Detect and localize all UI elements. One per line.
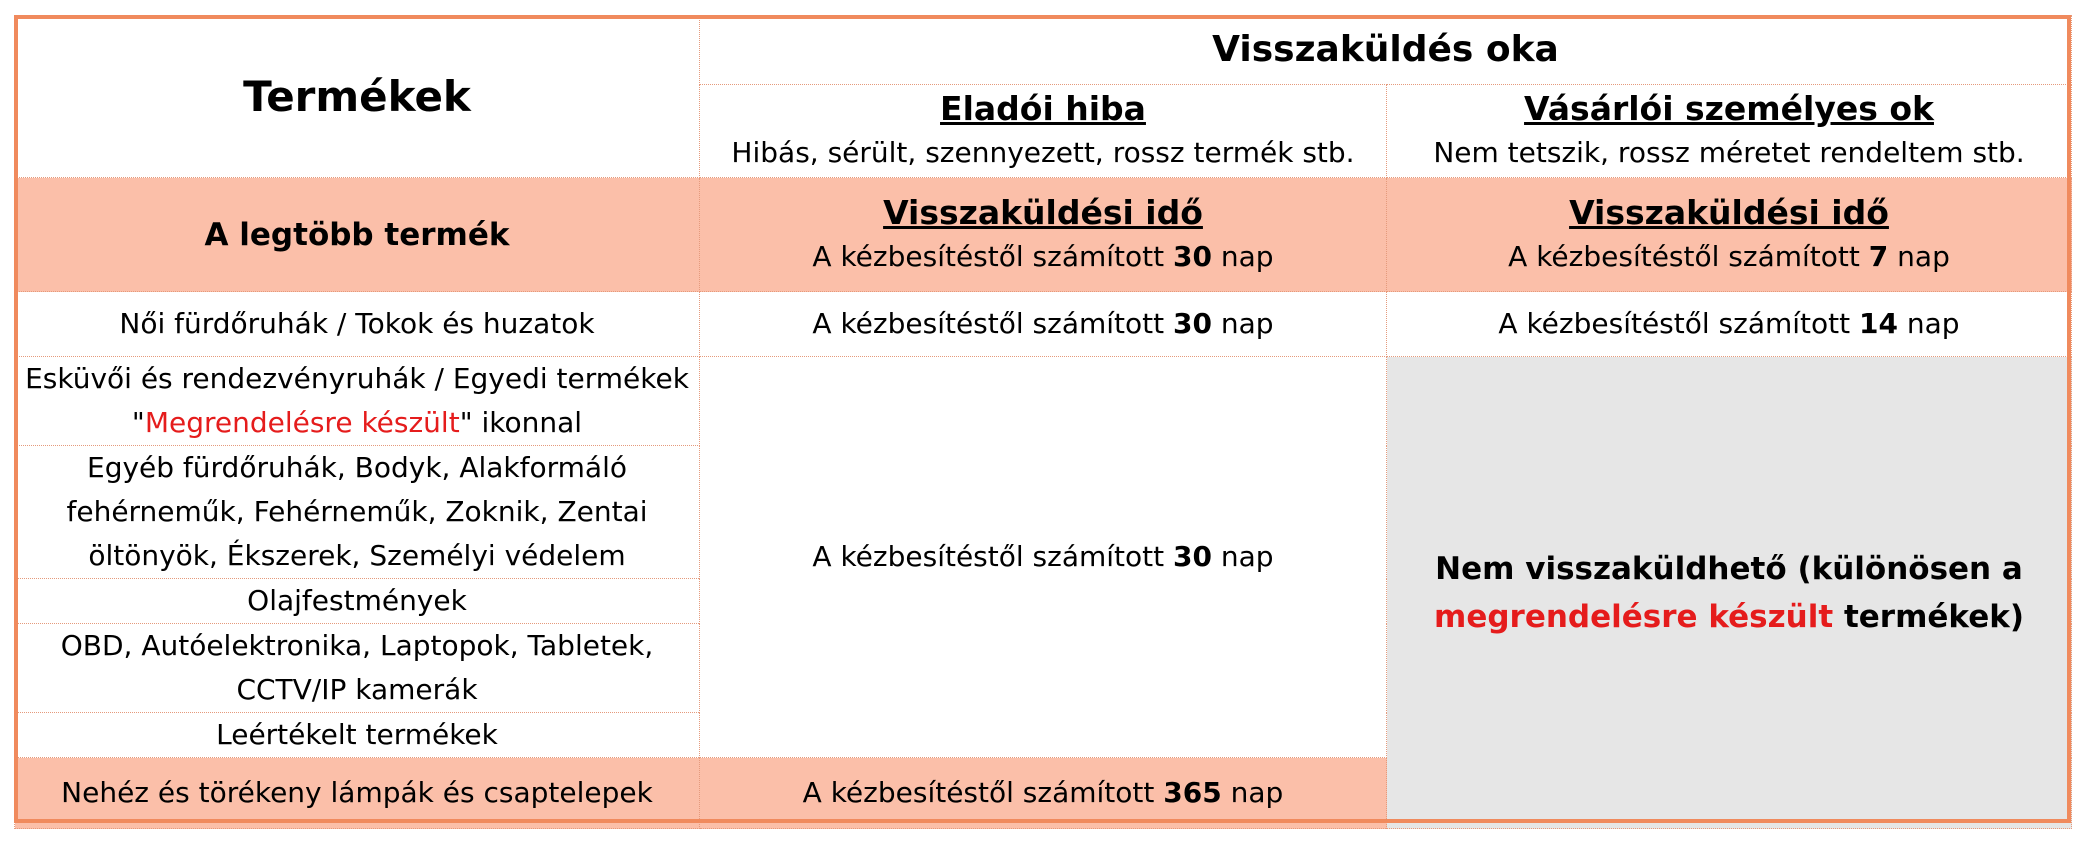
seller-fault-title: Eladói hiba	[940, 89, 1146, 128]
group-seller: A kézbesítéstől számított 30 nap	[700, 357, 1387, 758]
return-time-title: Visszaküldési idő	[883, 192, 1203, 232]
return-reason-title: Visszaküldés oka	[1212, 29, 1559, 70]
non-returnable-line1: Nem visszaküldhető (különösen a	[1435, 550, 2023, 587]
swimwear-buyer: A kézbesítéstől számított 14 nap	[1387, 292, 2072, 357]
oil-paintings-text: Olajfestmények	[247, 584, 467, 617]
return-time-value: A kézbesítéstől számított 30 nap	[812, 239, 1274, 273]
buyer-reason-desc: Nem tetszik, rossz méretet rendeltem stb.	[1433, 136, 2025, 169]
electronics-line1: OBD, Autóelektronika, Laptopok, Tabletek,	[60, 629, 654, 662]
seller-fault-desc: Hibás, sérült, szennyezett, rossz termék stb.	[731, 136, 1355, 169]
non-returnable-line2: megrendelésre készült termékek)	[1434, 598, 2024, 635]
wedding-line1: Esküvői és rendezvényruhák / Egyedi termékek	[25, 362, 689, 395]
swimwear-seller: A kézbesítéstől számított 30 nap	[700, 292, 1387, 357]
other-swimwear-line3: öltönyök, Ékszerek, Személyi védelem	[88, 539, 626, 572]
table-border	[14, 15, 2071, 823]
return-time-value: A kézbesítéstől számított 7 nap	[1508, 239, 1950, 273]
most-products-text: A legtöbb termék	[204, 216, 510, 253]
lamps-seller: A kézbesítéstől számított 365 nap	[700, 758, 1387, 829]
other-swimwear-line2: fehérneműk, Fehérneműk, Zoknik, Zentai	[66, 495, 648, 528]
buyer-reason-title: Vásárlói személyes ok	[1524, 89, 1934, 128]
products-title: Termékek	[243, 71, 471, 121]
discounted-text: Leértékelt termékek	[216, 718, 498, 751]
lamps-text: Nehéz és törékeny lámpák és csaptelepek	[61, 776, 653, 809]
swimwear-text: Női fürdőruhák / Tokok és huzatok	[119, 307, 595, 340]
other-swimwear-line1: Egyéb fürdőruhák, Bodyk, Alakformáló	[87, 451, 627, 484]
wedding-line2: "Megrendelésre készült" ikonnal	[131, 406, 583, 439]
return-time-title: Visszaküldési idő	[1569, 192, 1889, 232]
electronics-line2: CCTV/IP kamerák	[236, 673, 478, 706]
